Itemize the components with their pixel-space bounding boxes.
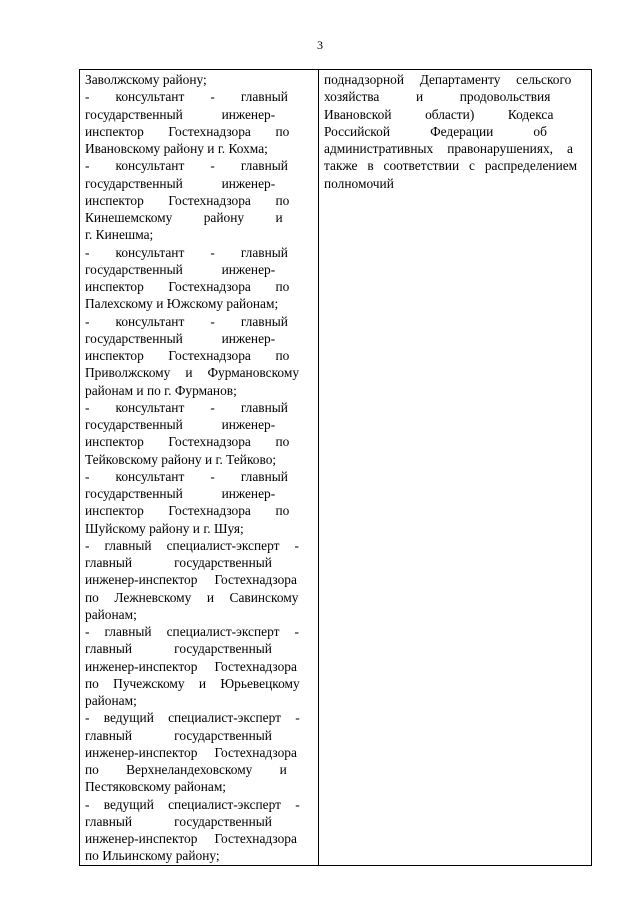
left-column-line <box>85 468 314 485</box>
word: инженер- <box>221 417 276 432</box>
word: Гостехнадзора <box>214 572 297 588</box>
word: - <box>210 399 215 415</box>
word: Департаменту <box>419 72 501 87</box>
word: правонарушениях, <box>447 141 554 156</box>
word: Гостехнадзора <box>168 348 251 363</box>
word: инженер-инспектор <box>85 658 198 674</box>
left-column-line <box>85 830 314 847</box>
left-column-line: районам; <box>85 606 137 622</box>
word: инспектор <box>85 503 144 519</box>
word: - <box>210 158 215 174</box>
word: главный <box>240 244 288 260</box>
word: Гостехнадзора <box>168 123 251 139</box>
word: Кинешемскому <box>85 210 173 225</box>
word: - <box>85 89 90 105</box>
left-column-line <box>85 244 314 261</box>
word: Приволжскому <box>85 365 171 381</box>
left-column-line <box>85 278 314 295</box>
word: инженер-инспектор <box>85 831 198 846</box>
word: инженер-инспектор <box>85 744 198 760</box>
word: ведущий <box>103 710 154 726</box>
word: Пучежскому <box>113 675 185 691</box>
word: государственный <box>174 641 272 657</box>
word: - <box>85 468 90 484</box>
word: государственный <box>174 813 272 829</box>
word: административных <box>324 141 434 156</box>
left-column-cell <box>80 70 319 866</box>
left-column-line <box>85 157 314 174</box>
word: по <box>275 123 290 139</box>
word: сельского <box>516 72 572 87</box>
left-column-line: районам; <box>85 693 137 708</box>
word: главный <box>85 727 133 743</box>
right-column-line <box>324 88 587 105</box>
word: Ивановской <box>324 106 392 122</box>
word: а <box>567 141 573 156</box>
word: хозяйства <box>324 89 380 105</box>
word: главный <box>85 641 133 657</box>
word: инспектор <box>85 192 144 208</box>
word: инспектор <box>85 434 144 450</box>
word: - <box>295 796 300 812</box>
word: государственный <box>85 330 183 346</box>
word: - <box>210 468 215 484</box>
word: инженер- <box>221 175 276 191</box>
word: главный <box>104 537 152 553</box>
word: по <box>275 192 290 208</box>
word: специалист-эксперт <box>168 796 282 812</box>
right-column-line <box>324 140 587 157</box>
left-column-line: г. Кинешма; <box>85 227 154 243</box>
word: Юрьевецкому <box>220 675 300 691</box>
word: - <box>85 244 90 260</box>
word: государственный <box>174 727 272 743</box>
word: инженер- <box>221 261 276 277</box>
word: специалист-эксперт <box>166 624 280 639</box>
word: главный <box>85 555 133 570</box>
word: инспектор <box>85 348 144 363</box>
word: Гостехнадзора <box>168 434 251 450</box>
word: ведущий <box>103 796 154 812</box>
word: специалист-эксперт <box>168 710 282 726</box>
right-column-line: полномочий <box>324 175 394 191</box>
word: Гостехнадзора <box>214 744 297 760</box>
word: государственный <box>85 417 183 432</box>
right-column-line <box>324 106 587 123</box>
word: инженер- <box>221 330 276 346</box>
word: консультант <box>115 468 185 484</box>
left-column-line <box>85 192 314 209</box>
word: консультант <box>115 158 185 174</box>
word: - <box>295 710 300 726</box>
left-column-line <box>85 658 314 675</box>
left-column-line <box>85 416 314 433</box>
word: консультант <box>115 399 185 415</box>
left-column-line <box>85 623 314 640</box>
left-column-line <box>85 571 314 588</box>
word: Гостехнадзора <box>214 831 297 846</box>
word: также <box>324 158 358 174</box>
word: Российской <box>324 123 390 139</box>
word: инспектор <box>85 123 144 139</box>
word: инженер-инспектор <box>85 572 198 588</box>
word: главный <box>240 399 288 415</box>
word: - <box>294 624 299 639</box>
word: соответствии <box>383 158 460 174</box>
word: государственный <box>85 175 183 191</box>
word: району <box>203 210 245 225</box>
word: - <box>85 399 90 415</box>
word: распределением <box>484 158 578 174</box>
left-column-line <box>85 589 314 606</box>
word: Гостехнадзора <box>214 658 297 674</box>
left-column-line <box>85 261 314 278</box>
word: Верхнеландеховскому <box>126 762 253 777</box>
left-column-line: Тейковскому району и г. Тейково; <box>85 451 277 467</box>
word: - <box>85 313 90 329</box>
word: об <box>533 123 547 139</box>
word: главный <box>85 813 133 829</box>
word: - <box>85 537 90 553</box>
word: - <box>210 313 215 329</box>
word: консультант <box>115 244 185 260</box>
word: главный <box>104 624 152 639</box>
left-column-line <box>85 813 314 830</box>
word: - <box>85 158 90 174</box>
page-number: 3 <box>317 38 323 52</box>
word: Гостехнадзора <box>168 279 251 294</box>
word: - <box>294 537 299 553</box>
word: по <box>85 589 99 605</box>
word: государственный <box>85 261 183 277</box>
word: и <box>206 589 214 605</box>
left-column-line <box>85 330 314 347</box>
left-column-line <box>85 313 314 330</box>
word: и <box>198 675 207 691</box>
word: Фурмановскому <box>207 365 300 381</box>
left-column-line <box>85 106 314 123</box>
left-column-line <box>85 761 314 778</box>
word: - <box>210 244 215 260</box>
word: консультант <box>115 313 185 329</box>
word: главный <box>240 89 288 105</box>
word: поднадзорной <box>324 72 405 87</box>
word: - <box>85 624 90 639</box>
word: области) <box>425 106 475 122</box>
word: и <box>415 89 424 105</box>
right-column-line <box>324 123 587 140</box>
word: государственный <box>85 486 183 501</box>
left-column-line <box>85 364 314 381</box>
word: и <box>279 762 287 777</box>
left-column-line <box>85 347 314 364</box>
left-column-line <box>85 485 314 502</box>
word: Гостехнадзора <box>168 503 251 519</box>
left-column-line <box>85 727 314 744</box>
right-column-cell <box>319 70 592 866</box>
word: консультант <box>115 89 185 105</box>
left-column-line: Пестяковскому районам; <box>85 779 227 795</box>
word: главный <box>240 468 288 484</box>
left-column-line <box>85 123 314 140</box>
word: инженер- <box>221 106 276 122</box>
word: по <box>275 503 290 519</box>
word: по <box>275 279 290 294</box>
left-column-line: Палехскому и Южскому районам; <box>85 296 279 312</box>
left-column-line: Заволжскому району; <box>85 72 207 87</box>
word: по <box>275 434 290 450</box>
left-column-line: по Ильинскому району; <box>85 848 220 864</box>
left-column-line <box>85 675 314 692</box>
table-row <box>80 70 592 866</box>
left-column-line <box>85 209 314 226</box>
word: инженер- <box>221 486 276 501</box>
word: в <box>367 158 374 174</box>
left-column-line <box>85 744 314 761</box>
document-table <box>79 69 592 866</box>
word: Савинскому <box>229 589 299 605</box>
left-column-line <box>85 709 314 726</box>
word: по <box>85 762 99 777</box>
word: продовольствия <box>459 89 551 105</box>
word: государственный <box>85 106 183 122</box>
word: главный <box>240 158 288 174</box>
left-column-line <box>85 537 314 554</box>
left-column-line <box>85 175 314 192</box>
word: инспектор <box>85 279 144 294</box>
word: Федерации <box>430 123 494 139</box>
left-column-line: Ивановскому району и г. Кохма; <box>85 141 268 156</box>
word: по <box>275 348 290 363</box>
word: государственный <box>174 555 272 570</box>
left-column-line <box>85 502 314 519</box>
word: Кодекса <box>507 106 554 122</box>
left-column-line <box>85 88 314 105</box>
word: главный <box>240 313 288 329</box>
left-column-line <box>85 554 314 571</box>
word: - <box>210 89 215 105</box>
word: с <box>469 158 475 174</box>
word: Гостехнадзора <box>168 192 251 208</box>
left-column-line <box>85 796 314 813</box>
word: и <box>185 365 193 381</box>
left-column-line <box>85 433 314 450</box>
right-column-line <box>324 71 587 88</box>
left-column-line: Шуйскому району и г. Шуя; <box>85 520 244 536</box>
left-column-line: районам и по г. Фурманов; <box>85 382 237 398</box>
word: - <box>85 796 90 812</box>
word: Лежневскому <box>114 589 192 605</box>
left-column-line <box>85 399 314 416</box>
word: - <box>85 710 90 726</box>
left-column-line <box>85 640 314 657</box>
word: по <box>85 675 99 691</box>
word: специалист-эксперт <box>166 537 280 553</box>
word: и <box>275 210 283 225</box>
right-column-line <box>324 157 587 174</box>
